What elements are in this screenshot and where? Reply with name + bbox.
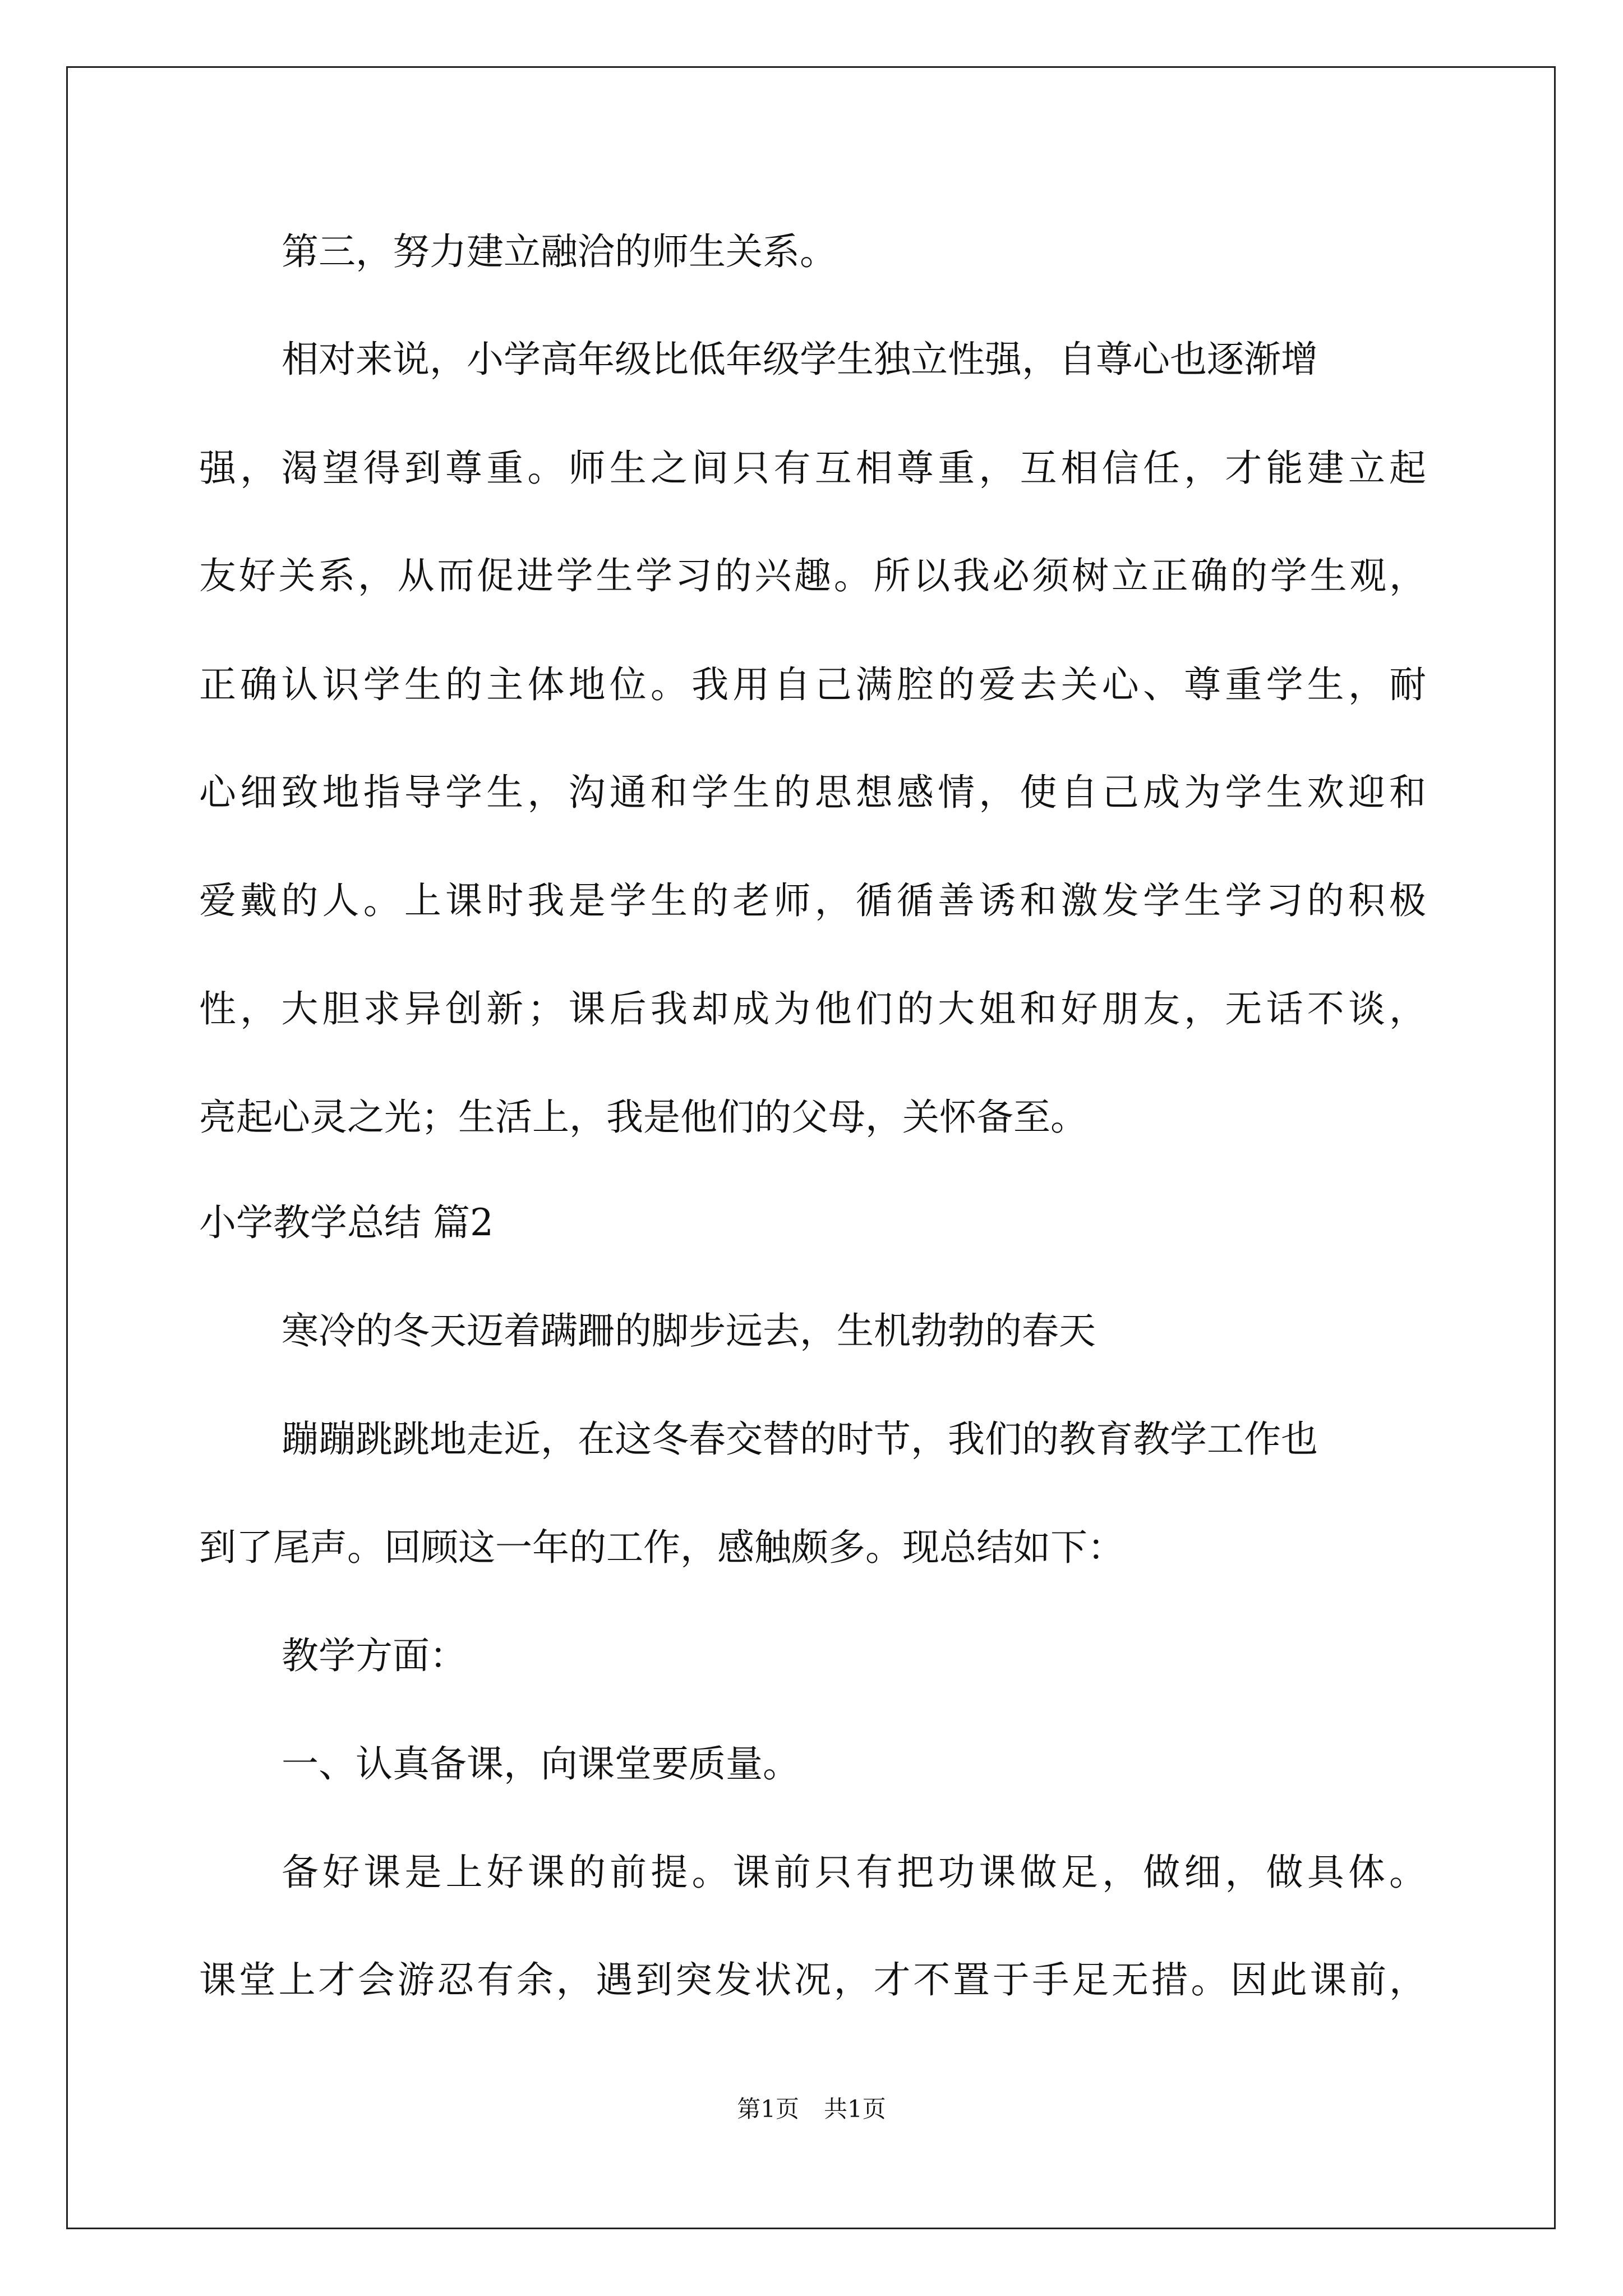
- body-paragraph-line: 课堂上才会游忍有余，遇到突发状况，才不置于手足无措。因此课前，: [199, 1958, 1426, 2001]
- body-paragraph-line: 第三，努力建立融洽的师生关系。: [282, 230, 837, 273]
- body-paragraph-line: 到了尾声。回顾这一年的工作，感触颇多。现总结如下：: [199, 1526, 1124, 1569]
- body-paragraph-line: 正确认识学生的主体地位。我用自己满腔的爱去关心、尊重学生，耐: [199, 663, 1426, 706]
- body-paragraph-line: 友好关系，从而促进学生学习的兴趣。所以我必须树立正确的学生观，: [199, 554, 1426, 597]
- page-number-current: 第1页: [737, 2095, 799, 2123]
- body-paragraph-line: 蹦蹦跳跳地走近，在这冬春交替的时节，我们的教育教学工作也: [282, 1418, 1318, 1461]
- section-heading: 小学教学总结 篇2: [199, 1201, 494, 1244]
- body-paragraph-line: 爱戴的人。上课时我是学生的老师，循循善诱和激发学生学习的积极: [199, 879, 1426, 922]
- body-paragraph-line: 性，大胆求异创新；课后我却成为他们的大姐和好朋友，无话不谈，: [199, 987, 1426, 1030]
- body-paragraph-line: 强，渴望得到尊重。师生之间只有互相尊重，互相信任，才能建立起: [199, 447, 1426, 490]
- page-footer: [0, 2093, 1623, 2125]
- body-paragraph-line: 寒冷的冬天迈着蹒跚的脚步远去，生机勃勃的春天: [282, 1309, 1096, 1352]
- page-number-total: 共1页: [824, 2095, 886, 2123]
- body-paragraph-line: 心细致地指导学生，沟通和学生的思想感情，使自己成为学生欢迎和: [199, 771, 1426, 814]
- body-paragraph-line: 一、认真备课，向课堂要质量。: [282, 1742, 800, 1786]
- body-paragraph-line: 相对来说，小学高年级比低年级学生独立性强，自尊心也逐渐增: [282, 338, 1318, 381]
- body-paragraph-line: 教学方面：: [282, 1634, 467, 1677]
- body-paragraph-line: 备好课是上好课的前提。课前只有把功课做足，做细，做具体。: [282, 1851, 1426, 1894]
- body-paragraph-line: 亮起心灵之光；生活上，我是他们的父母，关怀备至。: [199, 1096, 1087, 1139]
- page-border: [66, 66, 1556, 2229]
